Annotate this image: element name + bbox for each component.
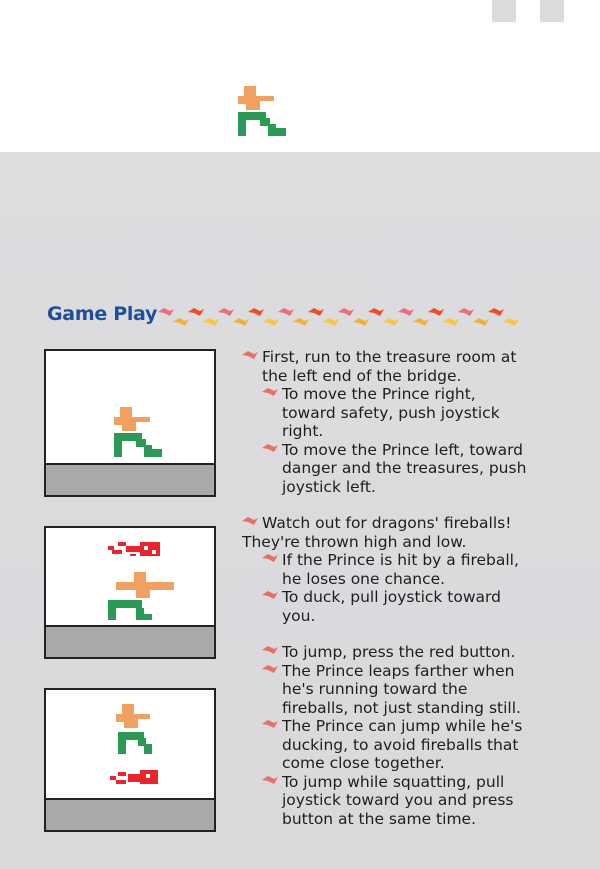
zigzag-flag <box>248 308 264 316</box>
zigzag-flag <box>173 318 189 326</box>
text-line: toward safety, push joystick <box>282 403 500 422</box>
text-line: Watch out for dragons' fireballs! <box>262 514 512 532</box>
text-line: button at the same time. <box>282 809 476 828</box>
instruction-jump-squatting <box>242 773 592 829</box>
zigzag-flag <box>263 318 279 326</box>
text-line: right. <box>282 422 324 440</box>
fireball-high-icon <box>108 542 160 556</box>
text-line: They're thrown high and low. <box>242 532 467 551</box>
zigzag-flag <box>188 308 204 316</box>
zigzag-flag <box>488 308 504 316</box>
text-line: fireballs, not just standing still. <box>282 698 521 717</box>
fireball-low-icon <box>110 770 158 784</box>
text-line: To jump while squatting, pull <box>282 772 505 791</box>
zigzag-flag <box>158 308 174 316</box>
zigzag-flag <box>383 318 399 326</box>
flag-bullet-icon <box>262 443 278 453</box>
text-line: The Prince can jump while he's <box>282 717 523 735</box>
zigzag-flag <box>398 308 414 316</box>
flag-bullet-icon <box>242 516 258 526</box>
flag-bullet-icon <box>262 387 278 397</box>
instruction-leap-farther <box>242 662 592 718</box>
section-title: Game Play <box>47 303 158 325</box>
text-line: To move the Prince right, <box>282 385 476 403</box>
text-line: you. <box>282 606 316 625</box>
zigzag-flag <box>458 308 474 316</box>
text-line: joystick toward you and press <box>282 791 514 809</box>
zigzag-flag <box>368 308 384 316</box>
flag-bullet-icon <box>262 719 278 729</box>
text-line: To move the Prince left, toward <box>282 440 524 459</box>
text-line: To jump, press the red button. <box>282 643 516 661</box>
zigzag-flag <box>233 318 249 326</box>
instruction-move-right <box>242 385 592 441</box>
zigzag-flag <box>308 308 324 316</box>
zigzag-flag <box>473 318 489 326</box>
instruction-hit <box>242 551 592 588</box>
text-line: First, run to the treasure room at <box>262 348 517 366</box>
flag-bullet-icon <box>262 664 278 674</box>
text-line: he's running toward the <box>282 680 468 698</box>
zigzag-flag <box>413 318 429 326</box>
bridge-ground <box>46 463 214 495</box>
zigzag-flag <box>293 318 309 326</box>
text-line: danger and the treasures, push <box>282 459 527 477</box>
flag-bullet-icon <box>262 553 278 563</box>
text-line: the left end of the bridge. <box>262 366 462 385</box>
zigzag-flag <box>503 318 519 326</box>
text-line: To duck, pull joystick toward <box>282 588 501 606</box>
illustration-panel-jump <box>44 688 216 832</box>
zigzag-flag <box>428 308 444 316</box>
castle-banner <box>0 0 600 152</box>
instruction-duck <box>242 588 592 625</box>
text-line: he loses one chance. <box>282 569 446 588</box>
text-line: If the Prince is hit by a fireball, <box>282 551 519 569</box>
zigzag-flag <box>443 318 459 326</box>
instruction-fireballs <box>242 514 592 551</box>
zigzag-flag <box>203 318 219 326</box>
flag-bullet-icon <box>262 775 278 785</box>
bridge-ground <box>46 625 214 657</box>
zigzag-flag <box>323 318 339 326</box>
text-line: ducking, to avoid fireballs that <box>282 735 519 754</box>
zigzag-decoration <box>158 305 538 331</box>
text-line: joystick left. <box>282 477 376 496</box>
illustration-panel-duck <box>44 526 216 659</box>
instructions-block <box>242 348 592 828</box>
flag-bullet-icon <box>242 350 258 360</box>
instruction-jump-ducking <box>242 717 592 773</box>
flag-bullet-icon <box>262 590 278 600</box>
flag-bullet-icon <box>262 645 278 655</box>
zigzag-flag <box>218 308 234 316</box>
instruction-move-left <box>242 441 592 497</box>
instruction-run <box>242 348 592 385</box>
instruction-jump <box>242 643 592 662</box>
zigzag-flag <box>338 308 354 316</box>
illustration-panel-run <box>44 349 216 497</box>
text-line: come close together. <box>282 754 445 772</box>
zigzag-flag <box>278 308 294 316</box>
bridge-ground <box>46 798 214 830</box>
zigzag-flag <box>353 318 369 326</box>
text-line: The Prince leaps farther when <box>282 661 515 680</box>
